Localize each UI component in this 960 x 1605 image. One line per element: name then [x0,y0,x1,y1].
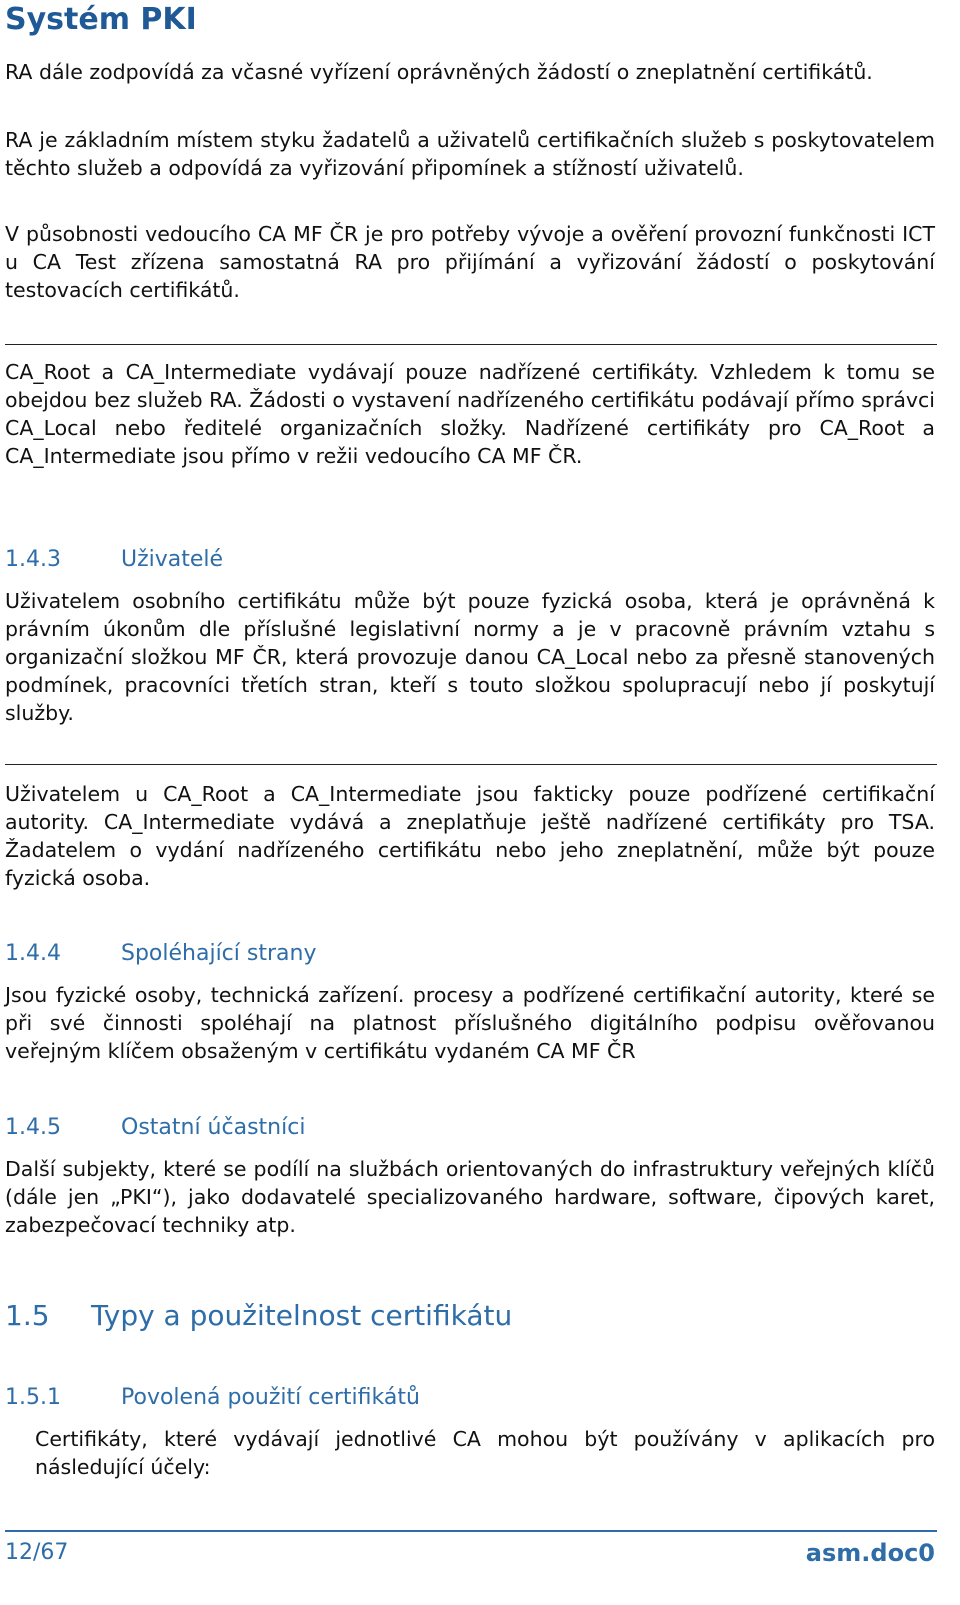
section-title: Ostatní účastníci [121,1115,306,1140]
paragraph-relying-parties: Jsou fyzické osoby, technická zařízení. procesy a podřízené certifikační autority, které se při své činnosti spoléhají na platnost příslušného digitálního podpisu ověřovanou veřejným klíčem obsaženým v certifikátu vydaném CA MF ČR [5,983,935,1063]
page-title: Systém PKI [5,2,197,37]
paragraph-users: Uživatelem osobního certifikátu může být pouze fyzická osoba, která je oprávněná k právním úkonům dle příslušné legislativní normy a je v pracovně právním vztahu s organizační složkou MF ČR, která provozuje danou CA_Local nebo za přesně stanovených podmínek, pracovníci třetích stran, kteří s touto složkou spolupracují nebo jí poskytují služby. [5,589,935,725]
paragraph-ca-test: V působnosti vedoucího CA MF ČR je pro potřeby vývoje a ověření provozní funkčnosti ICT u CA Test zřízena samostatná RA pro přijímání a vyřizování žádostí o poskytování testovacích certifikátů. [5,222,935,302]
section-heading-1-4-3 [5,545,223,575]
section-heading-1-5-1 [5,1383,420,1413]
page-number: 12/67 [5,1540,69,1565]
section-heading-1-5 [5,1298,512,1334]
divider [5,344,937,345]
document-filename: asm.doc0 [805,1539,935,1567]
section-heading-1-4-4 [5,939,316,969]
section-title: Povolená použití certifikátů [121,1385,420,1410]
section-title: Typy a použitelnost certifikátu [91,1299,513,1332]
paragraph-ra-revocation: RA dále zodpovídá za včasné vyřízení oprávněných žádostí o zneplatnění certifikátů. [5,60,873,84]
section-title: Spoléhající strany [121,941,317,966]
section-number: 1.5 [5,1299,50,1332]
section-heading-1-4-5 [5,1113,305,1143]
paragraph-ra-contact: RA je základním místem styku žadatelů a uživatelů certifikačních služeb s poskytovatelem těchto služeb a odpovídá za vyřizování připomínek a stížností uživatelů. [5,128,935,180]
section-title: Uživatelé [121,547,224,572]
divider [5,764,937,765]
paragraph-users-ca-root: Uživatelem u CA_Root a CA_Intermediate jsou fakticky pouze podřízené certifikační autority. CA_Intermediate vydává a zneplatňuje ještě nadřízené certifikáty pro TSA. Žadatelem o vydání nadřízeného certifikátu nebo jeho zneplatnění, může být pouze fyzická osoba. [5,782,935,890]
paragraph-other-participants: Další subjekty, které se podílí na službách orientovaných do infrastruktury veřejných klíčů (dále jen „PKI“), jako dodavatelé specializovaného hardware, software, čipových karet, zabezpečovací techniky atp. [5,1157,935,1237]
paragraph-allowed-uses: Certifikáty, které vydávají jednotlivé CA mohou být používány v aplikacích pro následující účely: [35,1427,935,1479]
section-number: 1.4.5 [5,1115,61,1140]
section-number: 1.4.4 [5,941,61,966]
section-number: 1.4.3 [5,547,61,572]
section-number: 1.5.1 [5,1385,61,1410]
footer-divider [5,1530,937,1532]
paragraph-ca-root-intermediate: CA_Root a CA_Intermediate vydávají pouze nadřízené certifikáty. Vzhledem k tomu se obejdou bez služeb RA. Žádosti o vystavení nadřízeného certifikátu podávají přímo správci CA_Local nebo ředitelé organizačních složky. Nadřízené certifikáty pro CA_Root a CA_Intermediate jsou přímo v režii vedoucího CA MF ČR. [5,360,935,468]
